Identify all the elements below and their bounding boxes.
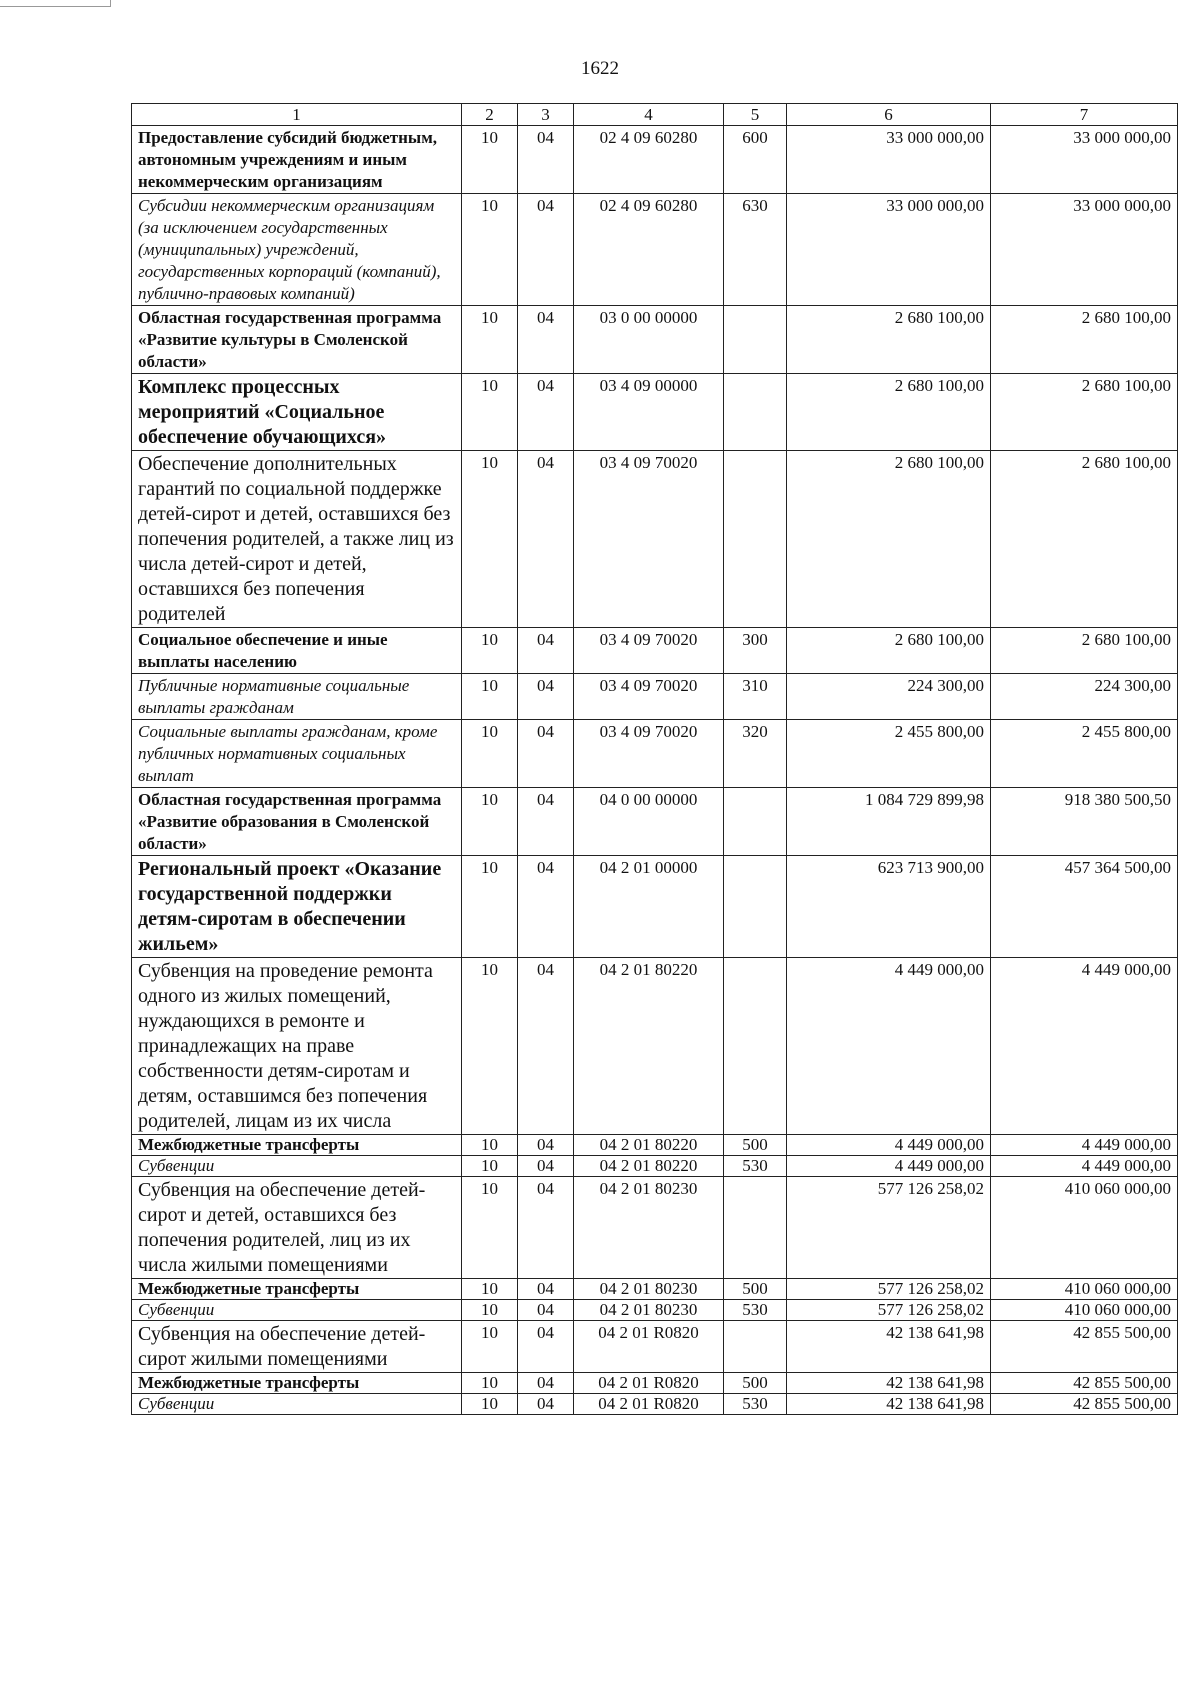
- cell-amount-col7: 410 060 000,00: [991, 1177, 1178, 1279]
- cell-amount-col7: 42 855 500,00: [991, 1394, 1178, 1415]
- cell-amount-col6: 2 455 800,00: [787, 720, 991, 788]
- cell-amount-col6: 2 680 100,00: [787, 374, 991, 451]
- cell-subsection: 04: [518, 1135, 574, 1156]
- cell-section: 10: [462, 1394, 518, 1415]
- scan-edge-mark: [0, 0, 111, 7]
- cell-amount-col6: 33 000 000,00: [787, 194, 991, 306]
- table-row: [132, 1279, 1178, 1300]
- cell-section: 10: [462, 1300, 518, 1321]
- cell-section: 10: [462, 126, 518, 194]
- cell-subsection: 04: [518, 1321, 574, 1373]
- cell-section: 10: [462, 628, 518, 674]
- row-name: Межбюджетные трансферты: [132, 1279, 462, 1300]
- row-name: Комплекс процессных мероприятий «Социальное обеспечение обучающихся»: [132, 374, 462, 451]
- table-row: [132, 306, 1178, 374]
- row-name: Субвенция на обеспечение детей-сирот и детей, оставшихся без попечения родителей, лиц из их числа жилыми помещениями: [132, 1177, 462, 1279]
- cell-amount-col7: 4 449 000,00: [991, 958, 1178, 1135]
- cell-amount-col6: 42 138 641,98: [787, 1321, 991, 1373]
- cell-target-code: 02 4 09 60280: [574, 126, 724, 194]
- row-name: Социальные выплаты гражданам, кроме публичных нормативных социальных выплат: [132, 720, 462, 788]
- table-row: [132, 194, 1178, 306]
- table-row: [132, 856, 1178, 958]
- table-row: [132, 1373, 1178, 1394]
- row-name: Областная государственная программа «Развитие культуры в Смоленской области»: [132, 306, 462, 374]
- cell-amount-col6: 1 084 729 899,98: [787, 788, 991, 856]
- cell-amount-col7: 2 680 100,00: [991, 374, 1178, 451]
- cell-section: 10: [462, 1279, 518, 1300]
- cell-subsection: 04: [518, 856, 574, 958]
- cell-target-code: 03 0 00 00000: [574, 306, 724, 374]
- cell-section: 10: [462, 720, 518, 788]
- header-col-4: 4: [574, 104, 724, 126]
- cell-amount-col7: 457 364 500,00: [991, 856, 1178, 958]
- row-name: Социальное обеспечение и иные выплаты населению: [132, 628, 462, 674]
- cell-target-code: 04 2 01 80220: [574, 1156, 724, 1177]
- cell-target-code: 04 2 01 80220: [574, 1135, 724, 1156]
- cell-target-code: 04 0 00 00000: [574, 788, 724, 856]
- cell-expense-type: [724, 1321, 787, 1373]
- table-row: [132, 674, 1178, 720]
- cell-amount-col7: 33 000 000,00: [991, 194, 1178, 306]
- table-row: [132, 374, 1178, 451]
- budget-table: [131, 103, 1178, 1415]
- cell-amount-col7: 224 300,00: [991, 674, 1178, 720]
- row-name: Субвенция на проведение ремонта одного из жилых помещений, нуждающихся в ремонте и принадлежащих на праве собственности детям-сиротам и детям, оставшимся без попечения родителей, лицам из их числа: [132, 958, 462, 1135]
- cell-expense-type: 530: [724, 1394, 787, 1415]
- cell-amount-col6: 577 126 258,02: [787, 1279, 991, 1300]
- cell-amount-col6: 577 126 258,02: [787, 1300, 991, 1321]
- cell-amount-col7: 2 680 100,00: [991, 451, 1178, 628]
- table-row: [132, 628, 1178, 674]
- row-name: Субсидии некоммерческим организациям (за исключением государственных (муниципальных) учреждений, государственных корпораций (компаний), публично-правовых компаний): [132, 194, 462, 306]
- cell-expense-type: [724, 788, 787, 856]
- header-col-1: 1: [132, 104, 462, 126]
- cell-subsection: 04: [518, 451, 574, 628]
- cell-amount-col7: 410 060 000,00: [991, 1300, 1178, 1321]
- page-number: 1622: [581, 58, 619, 79]
- cell-subsection: 04: [518, 1373, 574, 1394]
- cell-target-code: 03 4 09 70020: [574, 628, 724, 674]
- cell-expense-type: 310: [724, 674, 787, 720]
- table-body: [132, 126, 1178, 1415]
- table-row: [132, 788, 1178, 856]
- cell-amount-col7: 2 680 100,00: [991, 306, 1178, 374]
- cell-subsection: 04: [518, 674, 574, 720]
- header-col-6: 6: [787, 104, 991, 126]
- cell-expense-type: 300: [724, 628, 787, 674]
- cell-section: 10: [462, 674, 518, 720]
- cell-expense-type: 500: [724, 1135, 787, 1156]
- header-col-3: 3: [518, 104, 574, 126]
- table-row: [132, 1156, 1178, 1177]
- cell-section: 10: [462, 788, 518, 856]
- cell-target-code: 04 2 01 80230: [574, 1279, 724, 1300]
- row-name: Областная государственная программа «Развитие образования в Смоленской области»: [132, 788, 462, 856]
- cell-target-code: 03 4 09 70020: [574, 451, 724, 628]
- table-row: [132, 1321, 1178, 1373]
- cell-amount-col7: 42 855 500,00: [991, 1321, 1178, 1373]
- cell-subsection: 04: [518, 1300, 574, 1321]
- table-row: [132, 1135, 1178, 1156]
- cell-amount-col7: 33 000 000,00: [991, 126, 1178, 194]
- cell-amount-col7: 42 855 500,00: [991, 1373, 1178, 1394]
- cell-amount-col6: 4 449 000,00: [787, 1156, 991, 1177]
- cell-amount-col6: 623 713 900,00: [787, 856, 991, 958]
- row-name: Субвенция на обеспечение детей-сирот жилыми помещениями: [132, 1321, 462, 1373]
- row-name: Субвенции: [132, 1394, 462, 1415]
- table-row: [132, 720, 1178, 788]
- cell-target-code: 04 2 01 80230: [574, 1177, 724, 1279]
- cell-amount-col7: 4 449 000,00: [991, 1135, 1178, 1156]
- cell-subsection: 04: [518, 194, 574, 306]
- cell-subsection: 04: [518, 720, 574, 788]
- cell-subsection: 04: [518, 374, 574, 451]
- cell-amount-col6: 42 138 641,98: [787, 1373, 991, 1394]
- cell-target-code: 04 2 01 80230: [574, 1300, 724, 1321]
- cell-subsection: 04: [518, 1279, 574, 1300]
- cell-expense-type: [724, 958, 787, 1135]
- cell-expense-type: [724, 306, 787, 374]
- cell-section: 10: [462, 1373, 518, 1394]
- cell-expense-type: 500: [724, 1373, 787, 1394]
- cell-section: 10: [462, 856, 518, 958]
- cell-amount-col6: 4 449 000,00: [787, 958, 991, 1135]
- cell-amount-col7: 2 680 100,00: [991, 628, 1178, 674]
- cell-subsection: 04: [518, 628, 574, 674]
- cell-section: 10: [462, 1135, 518, 1156]
- cell-expense-type: 530: [724, 1156, 787, 1177]
- cell-expense-type: 320: [724, 720, 787, 788]
- table-row: [132, 126, 1178, 194]
- cell-expense-type: [724, 856, 787, 958]
- row-name: Субвенции: [132, 1156, 462, 1177]
- cell-subsection: 04: [518, 1177, 574, 1279]
- cell-subsection: 04: [518, 306, 574, 374]
- table-row: [132, 958, 1178, 1135]
- cell-expense-type: 630: [724, 194, 787, 306]
- cell-target-code: 04 2 01 R0820: [574, 1321, 724, 1373]
- cell-target-code: 04 2 01 80220: [574, 958, 724, 1135]
- cell-amount-col6: 2 680 100,00: [787, 628, 991, 674]
- row-name: Обеспечение дополнительных гарантий по социальной поддержке детей-сирот и детей, оставшихся без попечения родителей, а также лиц из числа детей-сирот и детей, оставшихся без попечения родителей: [132, 451, 462, 628]
- cell-section: 10: [462, 1156, 518, 1177]
- cell-amount-col7: 918 380 500,50: [991, 788, 1178, 856]
- row-name: Межбюджетные трансферты: [132, 1373, 462, 1394]
- cell-target-code: 04 2 01 R0820: [574, 1373, 724, 1394]
- table-row: [132, 1300, 1178, 1321]
- header-col-7: 7: [991, 104, 1178, 126]
- cell-amount-col7: 4 449 000,00: [991, 1156, 1178, 1177]
- cell-amount-col6: 33 000 000,00: [787, 126, 991, 194]
- cell-section: 10: [462, 194, 518, 306]
- cell-amount-col6: 2 680 100,00: [787, 306, 991, 374]
- row-name: Предоставление субсидий бюджетным, автономным учреждениям и иным некоммерческим организациям: [132, 126, 462, 194]
- cell-subsection: 04: [518, 1394, 574, 1415]
- cell-amount-col6: 2 680 100,00: [787, 451, 991, 628]
- row-name: Субвенции: [132, 1300, 462, 1321]
- row-name: Публичные нормативные социальные выплаты гражданам: [132, 674, 462, 720]
- cell-target-code: 04 2 01 R0820: [574, 1394, 724, 1415]
- cell-amount-col6: 224 300,00: [787, 674, 991, 720]
- header-row: [132, 104, 1178, 126]
- cell-target-code: 02 4 09 60280: [574, 194, 724, 306]
- header-col-2: 2: [462, 104, 518, 126]
- cell-amount-col6: 577 126 258,02: [787, 1177, 991, 1279]
- cell-amount-col6: 4 449 000,00: [787, 1135, 991, 1156]
- header-col-5: 5: [724, 104, 787, 126]
- row-name: Межбюджетные трансферты: [132, 1135, 462, 1156]
- table-row: [132, 1394, 1178, 1415]
- cell-target-code: 03 4 09 00000: [574, 374, 724, 451]
- cell-target-code: 03 4 09 70020: [574, 674, 724, 720]
- cell-section: 10: [462, 451, 518, 628]
- table-row: [132, 451, 1178, 628]
- cell-subsection: 04: [518, 958, 574, 1135]
- cell-subsection: 04: [518, 1156, 574, 1177]
- cell-section: 10: [462, 306, 518, 374]
- cell-section: 10: [462, 374, 518, 451]
- cell-amount-col6: 42 138 641,98: [787, 1394, 991, 1415]
- row-name: Региональный проект «Оказание государственной поддержки детям-сиротам в обеспечении жильем»: [132, 856, 462, 958]
- table-row: [132, 1177, 1178, 1279]
- cell-expense-type: 500: [724, 1279, 787, 1300]
- cell-target-code: 04 2 01 00000: [574, 856, 724, 958]
- cell-expense-type: [724, 451, 787, 628]
- cell-section: 10: [462, 1321, 518, 1373]
- cell-expense-type: [724, 374, 787, 451]
- cell-expense-type: 600: [724, 126, 787, 194]
- cell-subsection: 04: [518, 126, 574, 194]
- cell-subsection: 04: [518, 788, 574, 856]
- cell-target-code: 03 4 09 70020: [574, 720, 724, 788]
- cell-expense-type: 530: [724, 1300, 787, 1321]
- cell-section: 10: [462, 958, 518, 1135]
- cell-amount-col7: 410 060 000,00: [991, 1279, 1178, 1300]
- cell-amount-col7: 2 455 800,00: [991, 720, 1178, 788]
- cell-expense-type: [724, 1177, 787, 1279]
- cell-section: 10: [462, 1177, 518, 1279]
